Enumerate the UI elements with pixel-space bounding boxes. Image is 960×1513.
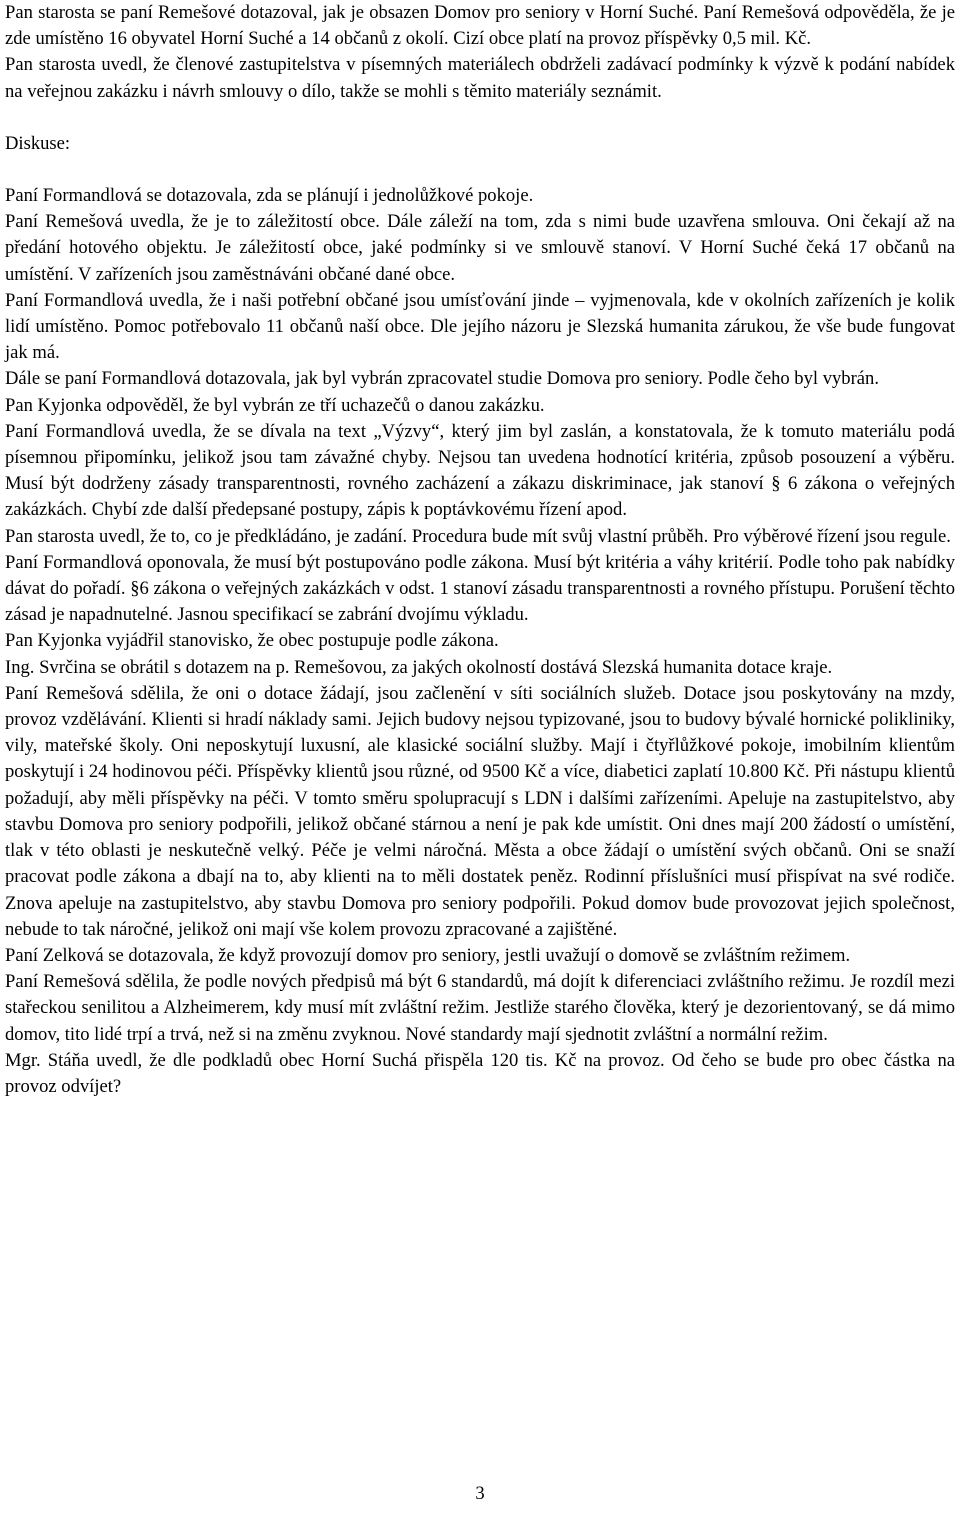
paragraph-14: Paní Zelková se dotazovala, že když provozují domov pro seniory, jestli uvažují o domově se zvláštním režimem. — [5, 944, 851, 966]
paragraph-6: Dále se paní Formandlová dotazovala, jak byl vybrán zpracovatel studie Domova pro seniory. Podle čeho byl vybrán. — [5, 368, 879, 390]
document-body — [5, 0, 955, 1100]
paragraph-15: Paní Remešová sdělila, že podle nových předpisů má být 6 standardů, má dojít k diferenciaci zvláštního režimu. Je rozdíl mezi stařeckou senilitou a Alzheimerem, kdy musí mít zvláštní režim. Jestliže starého člověka, který je dezorientovaný, se dá mimo domov, tito lidé trpí a trvá, než si na změnu zvyknou. Nové standardy mají sjednotit zvláštní a normální režim. — [5, 971, 955, 1045]
paragraph-16: Mgr. Stáňa uvedl, že dle podkladů obec Horní Suchá přispěla 120 tis. Kč na provoz. Od čeho se bude pro obec částka na provoz odvíjet? — [5, 1049, 955, 1097]
paragraph-5: Paní Formandlová uvedla, že i naši potřební občané jsou umísťování jinde – vyjmenovala, kde v okolních zařízeních je kolik lidí umístěno. Pomoc potřebovalo 11 občanů naší obce. Dle jejího názoru je Slezská humanita zárukou, že vše bude fungovat jak má. — [5, 289, 955, 364]
page-number: 3 — [475, 1483, 485, 1504]
paragraph-2: Pan starosta uvedl, že členové zastupitelstva v písemných materiálech obdrželi zadávací podmínky k výzvě k podání nabídek na veřejnou zakázku i návrh smlouvy o dílo, takže se mohli s těmito materiály seznámit. — [5, 54, 955, 102]
paragraph-13: Paní Remešová sdělila, že oni o dotace žádají, jsou začlenění v síti sociálních služeb. Dotace jsou poskytovány na mzdy, provoz vzdělávání. Klienti si hradí náklady sami. Jejich budovy nejsou typizované, jsou to budovy bývalé hornické polikliniky, vily, mateřské školy. Oni neposkytují luxusní, ale klasické sociální služby. Mají i čtyřlůžkové pokoje, imobilním klientům poskytují i 24 hodinovou péči. Příspěvky klientů jsou různé, od 9500 Kč a více, diabetici zaplatí 10.800 Kč. Při nástupu klientů požadují, aby měli příspěvky na péči. V tomto směru spolupracují s LDN i dalšími zařízeními. Apeluje na zastupitelstvo, aby stavbu Domova pro seniory podpořili, jelikož občané stárnou a není je pak kde umístit. Oni dnes mají 200 žádostí o umístění, tlak v této oblasti je neskutečně velký. Péče je velmi náročná. Města a obce žádají o umístění svých občanů. Oni se snaží pracovat podle zákona a dbají na to, aby klienti na to měli dostatek peněz. Rodinní příslušníci musí přispívat na své rodiče. Znova apeluje na zastupitelstvo, aby stavbu Domova pro seniory podpořili. Pokud domov bude provozovat jejich společnost, nebude to tak náročné, jelikož oni mají vše kolem provozu zpracované a zajištěné. — [5, 682, 955, 940]
paragraph-10: Paní Formandlová oponovala, že musí být postupováno podle zákona. Musí být kritéria a váhy kritérií. Podle toho pak nabídky dávat do pořadí. §6 zákona o veřejných zakázkách v odst. 1 stanoví zásadu transparentnosti a rovného přístupu. Porušení těchto zásad je napadnutelné. Jasnou specifikací se zabrání dvojímu výkladu. — [5, 551, 955, 626]
paragraph-3: Paní Formandlová se dotazovala, zda se plánují i jednolůžkové pokoje. — [5, 185, 534, 207]
paragraph-1: Pan starosta se paní Remešové dotazoval, jak je obsazen Domov pro seniory v Horní Suché. Paní Remešová odpověděla, že je zde umístěno 16 obyvatel Horní Suché a 14 občanů z okolí. Cizí obce platí na provoz příspěvky 0,5 mil. Kč. — [5, 2, 955, 50]
paragraph-11: Pan Kyjonka vyjádřil stanovisko, že obec postupuje podle zákona. — [5, 630, 499, 652]
spacer — [5, 157, 955, 183]
paragraph-7: Pan Kyjonka odpověděl, že byl vybrán ze tří uchazečů o danou zakázku. — [5, 394, 545, 416]
discussion-heading: Diskuse: — [5, 132, 71, 154]
paragraph-4: Paní Remešová uvedla, že je to záležitostí obce. Dále záleží na tom, zda s nimi bude uzavřena smlouva. Oni čekají až na předání hotového objektu. Je záležitostí obce, jaké podmínky si ve smlouvě stanoví. V Horní Suché čeká 17 občanů na umístění. V zařízeních jsou zaměstnáváni občané dané obce. — [5, 211, 955, 285]
paragraph-8: Paní Formandlová uvedla, že se dívala na text „Výzvy“, který jim byl zaslán, a konstatovala, že k tomuto materiálu podá písemnou připomínku, jelikož jsou tam závažné chyby. Nejsou tan uvedena hodnotící kritéria, způsob posouzení a výběru. Musí být dodrženy zásady transparentnosti, rovného zacházení a zákazu diskriminace, jak stanoví § 6 zákona o veřejných zakázkách. Chybí zde další předepsané postupy, zápis k poptávkovému řízení apod. — [5, 420, 955, 521]
paragraph-9: Pan starosta uvedl, že to, co je předkládáno, je zadání. Procedura bude mít svůj vlastní průběh. Pro výběrové řízení jsou regule. — [5, 525, 951, 547]
paragraph-12: Ing. Svrčina se obrátil s dotazem na p. Remešovou, za jakých okolností dostává Slezská humanita dotace kraje. — [5, 656, 833, 678]
spacer — [5, 105, 955, 131]
